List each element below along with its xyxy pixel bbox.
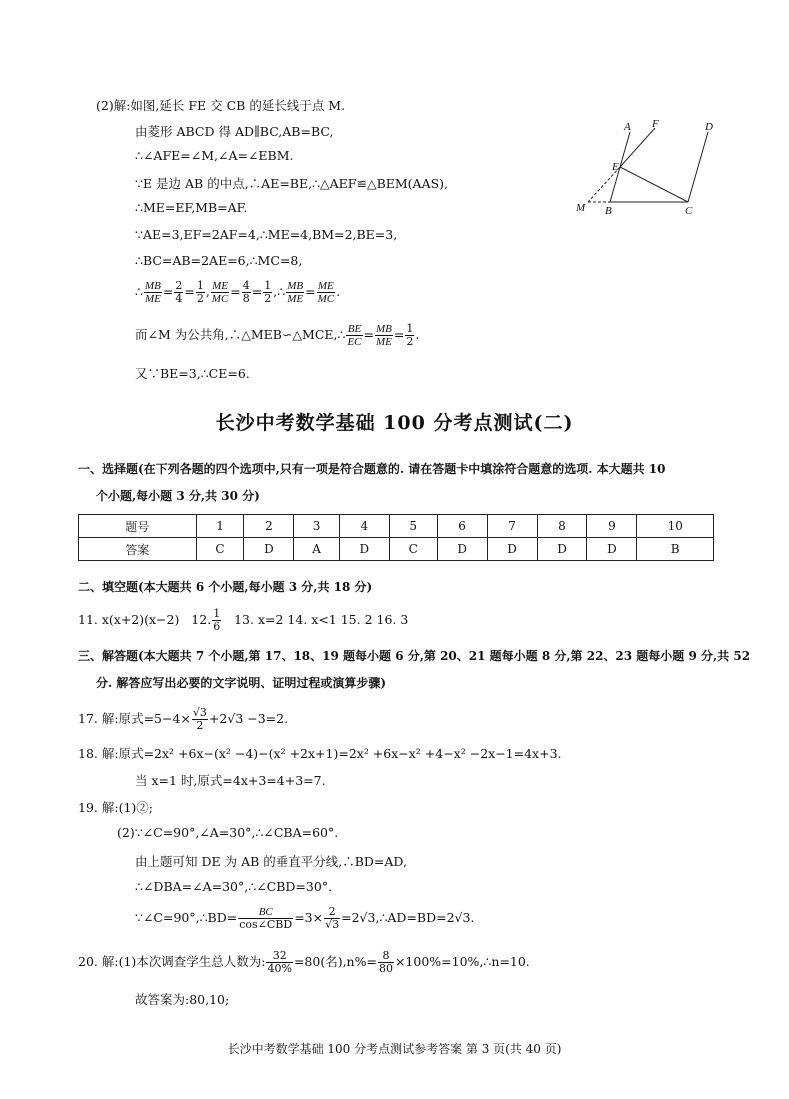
table-cell: D <box>587 538 637 561</box>
solution-line-fractions: ∴ $\frac{MB}{ME}$ = $\frac{2}{4}$ = $\frac{1}{2}$ , $\frac{ME}{MC}$ = $\frac{4}{8}$ = $\frac{1}{2}$ ,∴ $\frac{MB}{ME}$ = $\frac{ME}{MC}$ . <box>135 279 341 305</box>
section-heading: 分. 解答应写出必要的文字说明、证明过程或演算步骤) <box>96 676 387 690</box>
table-cell: 9 <box>587 515 637 538</box>
label-b: B <box>605 205 612 217</box>
answer-18: 18. 解:原式=2x² +6x−(x² −4)−(x² +2x+1)=2x² +6x−x² +4−x² −2x−1=4x+3. <box>78 746 562 761</box>
table-cell: D <box>437 538 487 561</box>
section-heading: 一、选择题(在下列各题的四个选项中,只有一项是符合题意的. 请在答题卡中填涂符合题意的选项. 本大题共 10 <box>78 462 666 476</box>
label-m: M <box>576 202 586 214</box>
answer-20b: 故答案为:80,10; <box>135 992 230 1007</box>
section-heading: 个小题,每小题 3 分,共 30 分) <box>96 489 260 503</box>
table-cell: 5 <box>389 515 437 538</box>
label-e: E <box>612 161 619 173</box>
solution-line: ∵E 是边 AB 的中点,∴AE=BE,∴△AEF≌△BEM(AAS), <box>135 176 449 191</box>
answer-18b: 当 x=1 时,原式=4x+3=4+3=7. <box>135 773 326 788</box>
solution-line: ∴BC=AB=2AE=6,∴MC=8, <box>135 253 303 268</box>
page-footer: 长沙中考数学基础 100 分考点测试参考答案 第 3 页(共 40 页) <box>227 1042 562 1056</box>
solution-line: ∴ME=EF,MB=AF. <box>135 200 248 215</box>
section-heading: 三、解答题(本大题共 7 个小题,第 17、18、19 题每小题 6 分,第 20、21 题每小题 8 分,第 22、23 题每小题 9 分,共 52 <box>78 649 751 663</box>
segment-ec <box>620 167 688 202</box>
answer-table <box>78 514 714 561</box>
label-f: F <box>652 118 659 130</box>
solution-line: 又∵BE=3,∴CE=6. <box>135 366 250 381</box>
table-cell: 7 <box>487 515 537 538</box>
table-cell: 4 <box>339 515 389 538</box>
section-heading: 二、填空题(本大题共 6 个小题,每小题 3 分,共 18 分) <box>78 580 373 594</box>
label-a: A <box>624 121 631 133</box>
table-cell: 6 <box>437 515 487 538</box>
answer-19d: ∴∠DBA=∠A=30°,∴∠CBD=30°. <box>135 879 333 894</box>
answer-19b: (2)∵∠C=90°,∠A=30°,∴∠CBA=60°. <box>117 825 339 840</box>
table-cell: D <box>537 538 587 561</box>
solution-line-fractions: 而∠M 为公共角,∴△MEB∽△MCE,∴ $\frac{BE}{EC}$ = $\frac{MB}{ME}$ = $\frac{1}{2}$ . <box>135 322 420 348</box>
solution-line: (2)解:如图,延长 FE 交 CB 的延长线于点 M. <box>96 98 346 113</box>
table-cell: 2 <box>244 515 294 538</box>
table-row <box>79 538 714 561</box>
answer-17: 17. 解:原式=5−4× $\frac{√3}{2}$ +2√3 −3=2. <box>78 706 289 732</box>
table-cell: C <box>196 538 244 561</box>
answer-19c: 由上题可知 DE 为 AB 的垂直平分线,∴BD=AD, <box>135 854 407 869</box>
answer-19e: ∵∠C=90°,∴BD= $\frac{BC}{\text{cos∠CBD}}$ =3× $\frac{2}{√3}$ =2√3,∴AD=BD=2√3. <box>135 905 475 931</box>
label-d: D <box>705 121 713 133</box>
geometry-figure <box>570 118 730 223</box>
answer-20: 20. 解:(1)本次调查学生总人数为: $\frac{32}{40\%}$ =80(名),n%= $\frac{8}{80}$ ×100%=10%,∴n=10. <box>78 949 530 975</box>
table-cell: A <box>294 538 339 561</box>
table-cell: 1 <box>196 515 244 538</box>
table-cell: 答案 <box>79 538 197 561</box>
solution-line: 由菱形 ABCD 得 AD∥BC,AB=BC, <box>135 124 334 139</box>
table-cell: B <box>637 538 714 561</box>
table-row <box>79 515 714 538</box>
answer-19: 19. 解:(1)②; <box>78 800 153 815</box>
table-cell: D <box>244 538 294 561</box>
table-cell: 3 <box>294 515 339 538</box>
table-cell: 8 <box>537 515 587 538</box>
page-title: 长沙中考数学基础 100 分考点测试(二) <box>215 412 574 434</box>
fill-in-answers: 11. x(x+2)(x−2) 12. $\frac{1}{6}$ 13. x=2 14. x<1 15. 2 16. 3 <box>78 607 409 633</box>
table-cell: C <box>389 538 437 561</box>
label-c: C <box>685 205 693 217</box>
solution-line: ∴∠AFE=∠M,∠A=∠EBM. <box>135 148 294 163</box>
segment-cd <box>688 132 708 202</box>
table-cell: D <box>487 538 537 561</box>
solution-line: ∵AE=3,EF=2AF=4,∴ME=4,BM=2,BE=3, <box>135 227 398 242</box>
table-cell: D <box>339 538 389 561</box>
table-cell: 10 <box>637 515 714 538</box>
table-cell: 题号 <box>79 515 197 538</box>
